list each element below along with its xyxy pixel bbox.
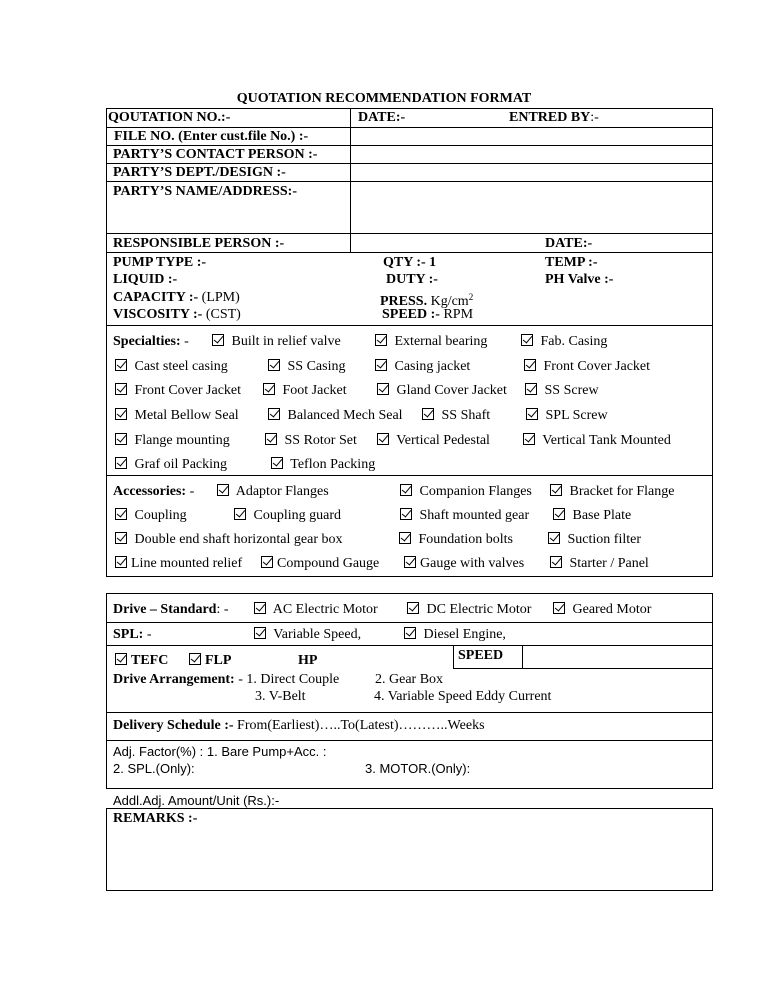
checkbox-checked-icon [553,508,565,520]
date2-field[interactable]: DATE:- [545,236,593,251]
file-no-field[interactable]: FILE NO. (Enter cust.file No.) :- [114,129,309,144]
specialty-label: Foot Jacket [282,383,347,398]
specialties-heading [113,333,189,350]
accessory-checkbox[interactable] [217,483,329,500]
specialty-checkbox[interactable] [268,358,345,375]
specialty-checkbox[interactable] [526,407,608,424]
entered-by-suffix: :- [590,110,599,125]
specialty-label: Front Cover Jacket [543,359,651,374]
drive-checkbox[interactable] [553,601,651,618]
accessory-checkbox[interactable] [404,555,524,572]
accessory-label: Compound Gauge [277,556,380,571]
pump-type-field[interactable]: PUMP TYPE :- [113,255,207,270]
specialties-label: Specialties: [113,334,181,349]
speed-label: SPEED [458,648,504,663]
speed-label: SPEED :- [382,307,440,322]
row-line [106,233,713,234]
spl-heading [113,626,152,643]
checkbox-checked-icon [523,433,535,445]
accessory-label: Double end shaft horizontal gear box [134,532,343,547]
spl-label: SPL: [113,627,144,642]
accessory-checkbox[interactable] [400,507,529,524]
specialty-label: Gland Cover Jacket [396,383,507,398]
date-field[interactable]: DATE:- [358,110,406,125]
specialty-label: SS Rotor Set [284,433,357,448]
specialty-checkbox[interactable] [521,333,607,350]
capacity-field[interactable] [113,289,240,306]
ph-field[interactable]: PH Valve :- [545,272,614,287]
specialty-checkbox[interactable] [523,432,671,449]
checkbox-checked-icon [550,556,562,568]
specialty-label: SPL Screw [545,408,608,423]
specialty-checkbox[interactable] [525,382,599,399]
qty-field[interactable]: QTY :- 1 [383,255,437,270]
duty-field[interactable]: DUTY :- [386,272,438,287]
spl-option-label: Diesel Engine, [423,627,506,642]
remarks-label: REMARKS :- [113,811,198,826]
specialties-dash: - [184,334,189,349]
row-line [106,740,713,741]
checkbox-checked-icon [524,359,536,371]
adj-motor-field[interactable]: 3. MOTOR.(Only): [365,761,471,776]
accessory-checkbox[interactable] [400,483,532,500]
checkbox-checked-icon [115,383,127,395]
specialty-checkbox[interactable] [115,382,241,399]
specialty-label: SS Screw [544,383,599,398]
tefc-checkbox[interactable] [115,652,168,669]
accessory-label: Line mounted relief [131,556,243,571]
capacity-unit: (LPM) [201,290,240,305]
drive-checkbox[interactable] [254,601,378,618]
accessory-label: Suction filter [567,532,641,547]
drive-standard-suffix: : - [216,602,229,617]
arrangement-v-belt: 3. V-Belt [255,689,306,704]
specialty-label: Vertical Tank Mounted [542,433,671,448]
checkbox-checked-icon [115,653,127,665]
press-unit-sup: 2 [468,292,474,302]
accessory-label: Bracket for Flange [569,484,675,499]
specialty-checkbox[interactable] [375,333,487,350]
accessory-checkbox[interactable] [553,507,631,524]
accessory-label: Coupling [134,508,187,523]
specialty-checkbox[interactable] [115,358,228,375]
checkbox-checked-icon [553,602,565,614]
drive-option-label: AC Electric Motor [272,602,378,617]
entered-by-field[interactable] [509,109,599,126]
accessory-label: Foundation bolts [418,532,514,547]
checkbox-checked-icon [271,457,283,469]
checkbox-checked-icon [261,556,273,568]
accessory-label: Base Plate [572,508,632,523]
specialty-label: Built in relief valve [231,334,341,349]
specialty-checkbox[interactable] [268,407,403,424]
speed-field[interactable] [382,306,473,323]
spl-dash: - [146,627,152,642]
specialty-label: Cast steel casing [134,359,228,374]
specialty-label: SS Casing [287,359,346,374]
hp-label: HP [298,653,318,668]
drive-option-label: Geared Motor [572,602,652,617]
delivery-text: From(Earliest)…..To(Latest)………..Weeks [237,718,485,733]
checkbox-checked-icon [377,383,389,395]
accessory-checkbox[interactable] [115,507,187,524]
accessory-label: Gauge with valves [420,556,525,571]
specialty-label: Front Cover Jacket [134,383,242,398]
checkbox-checked-icon [521,334,533,346]
specialty-label: Teflon Packing [290,457,376,472]
accessory-checkbox[interactable] [261,555,379,572]
checkbox-checked-icon [234,508,246,520]
specialty-checkbox[interactable] [422,407,490,424]
specialty-checkbox[interactable] [265,432,357,449]
arrangement-gear-box: 2. Gear Box [375,672,444,687]
viscosity-field[interactable] [113,306,241,323]
accessory-label: Coupling guard [253,508,341,523]
tefc-label: TEFC [131,653,169,668]
specialty-checkbox[interactable] [115,456,227,473]
temp-field[interactable]: TEMP :- [545,255,598,270]
checkbox-checked-icon [254,602,266,614]
addl-adj-field[interactable]: Addl.Adj. Amount/Unit (Rs.):- [113,793,280,808]
checkbox-checked-icon [268,408,280,420]
accessory-checkbox[interactable] [550,555,649,572]
speed-divider [453,645,454,668]
checkbox-checked-icon [526,408,538,420]
press-label: PRESS. [380,294,428,309]
accessory-checkbox[interactable] [115,531,343,548]
specialty-checkbox[interactable] [375,358,470,375]
adj-spl-field[interactable]: 2. SPL.(Only): [113,761,195,776]
accessory-label: Adaptor Flanges [235,484,329,499]
accessory-checkbox[interactable] [399,531,513,548]
checkbox-checked-icon [399,532,411,544]
drive-standard-label: Drive – Standard [113,602,217,617]
accessories-heading [113,483,194,500]
flp-checkbox[interactable] [189,652,231,669]
checkbox-checked-icon [377,433,389,445]
row-line [106,181,713,182]
checkbox-checked-icon [404,556,416,568]
accessories-dash: - [189,484,195,499]
checkbox-checked-icon [189,653,201,665]
arrangement-eddy-current: 4. Variable Speed Eddy Current [374,689,552,704]
accessory-checkbox[interactable] [550,483,674,500]
specialty-label: SS Shaft [441,408,491,423]
checkbox-checked-icon [115,457,127,469]
quotation-no-field[interactable]: QOUTATION NO.:- [108,110,231,125]
accessory-label: Shaft mounted gear [419,508,530,523]
speed-input[interactable] [524,647,712,667]
checkbox-checked-icon [263,383,275,395]
specialty-checkbox[interactable] [263,382,347,399]
drive-arrangement-label: Drive Arrangement: [113,672,235,687]
dept-field[interactable]: PARTY’S DEPT./DESIGN :- [113,165,286,180]
row-line [106,712,713,713]
adj-factor-field[interactable]: Adj. Factor(%) : 1. Bare Pump+Acc. : [113,744,327,759]
checkbox-checked-icon [407,602,419,614]
checkbox-checked-icon [217,484,229,496]
row-line [106,645,713,646]
speed-divider [522,645,523,668]
press-unit: Kg/cm [430,294,469,309]
specialty-label: Fab. Casing [540,334,608,349]
flp-label: FLP [205,653,232,668]
checkbox-checked-icon [404,627,416,639]
spl-option-label: Variable Speed, [273,627,362,642]
accessory-checkbox[interactable] [548,531,641,548]
checkbox-checked-icon [115,532,127,544]
arrangement-direct-couple: - 1. Direct Couple [238,672,340,687]
checkbox-checked-icon [212,334,224,346]
checkbox-checked-icon [115,556,127,568]
checkbox-checked-icon [268,359,280,371]
checkbox-checked-icon [525,383,537,395]
specialty-label: Casing jacket [394,359,471,374]
specialty-checkbox[interactable] [115,432,230,449]
checkbox-checked-icon [550,484,562,496]
checkbox-checked-icon [400,508,412,520]
checkbox-checked-icon [254,627,266,639]
specialty-checkbox[interactable] [377,382,507,399]
checkbox-checked-icon [115,433,127,445]
drive-arrangement-row [113,671,339,688]
row-line [106,622,713,623]
specialty-label: Vertical Pedestal [396,433,490,448]
specialty-checkbox[interactable] [212,333,341,350]
delivery-label: Delivery Schedule :- [113,718,234,733]
row-line [453,668,713,669]
checkbox-checked-icon [375,334,387,346]
delivery-schedule-field[interactable] [113,717,485,734]
spl-checkbox[interactable] [404,626,506,643]
responsible-person-field[interactable]: RESPONSIBLE PERSON :- [113,236,285,251]
specialty-label: Metal Bellow Seal [134,408,239,423]
checkbox-checked-icon [400,484,412,496]
specialty-label: External bearing [394,334,488,349]
checkbox-checked-icon [375,359,387,371]
capacity-label: CAPACITY :- [113,290,199,305]
specialty-checkbox[interactable] [115,407,239,424]
specialty-checkbox[interactable] [377,432,490,449]
specialty-label: Graf oil Packing [134,457,228,472]
checkbox-checked-icon [115,508,127,520]
speed-unit: RPM [443,307,474,322]
spl-checkbox[interactable] [254,626,361,643]
drive-option-label: DC Electric Motor [426,602,532,617]
viscosity-label: VISCOSITY :- [113,307,203,322]
checkbox-checked-icon [115,359,127,371]
specialty-checkbox[interactable] [524,358,650,375]
checkbox-checked-icon [115,408,127,420]
accessories-label: Accessories: [113,484,187,499]
checkbox-checked-icon [548,532,560,544]
specialty-label: Balanced Mech Seal [287,408,403,423]
checkbox-checked-icon [422,408,434,420]
accessory-checkbox[interactable] [234,507,341,524]
entered-by-label: ENTRED BY [509,110,591,125]
accessory-label: Companion Flanges [419,484,532,499]
drive-checkbox[interactable] [407,601,531,618]
accessory-label: Starter / Panel [569,556,649,571]
accessory-checkbox[interactable] [115,555,242,572]
viscosity-unit: (CST) [205,307,241,322]
liquid-field[interactable]: LIQUID :- [113,272,178,287]
specialty-label: Flange mounting [134,433,230,448]
checkbox-checked-icon [265,433,277,445]
page-title: QUOTATION RECOMMENDATION FORMAT [236,91,532,106]
name-address-field[interactable]: PARTY’S NAME/ADDRESS:- [113,184,297,199]
drive-standard-heading [113,601,229,618]
contact-person-field[interactable]: PARTY’S CONTACT PERSON :- [113,147,318,162]
specialty-checkbox[interactable] [271,456,375,473]
